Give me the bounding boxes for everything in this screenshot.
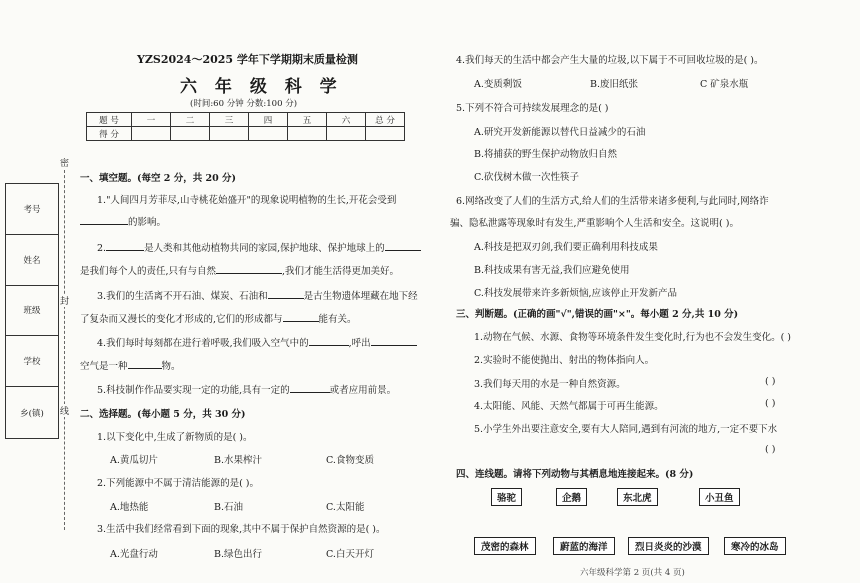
s2-q1-option-a[interactable]: A.黄瓜切片: [110, 455, 158, 466]
side-char-mi: 密: [60, 156, 69, 169]
info-label: 姓名: [23, 255, 41, 266]
exam-meta: (时间:60 分钟 分数:100 分): [190, 99, 298, 109]
s1-q4-line2: [80, 358, 181, 372]
r-q6-option-b[interactable]: B.科技成果有害无益,我们应避免使用: [474, 265, 630, 276]
s2-q2-option-b[interactable]: B.石油: [214, 502, 244, 513]
answer-blank[interactable]: [385, 241, 421, 251]
answer-blank[interactable]: [106, 241, 144, 251]
score-cell: 五: [288, 113, 327, 127]
info-cell-class[interactable]: [6, 286, 58, 337]
info-cell-name[interactable]: [6, 235, 58, 286]
text: 空气是一种: [80, 361, 128, 372]
seal-line: [64, 160, 65, 530]
r-q6-line1: 6.网络改变了人们的生活方式,给人们的生活带来诸多便利,与此同时,网络诈: [456, 196, 769, 207]
score-cell: 得 分: [87, 127, 132, 141]
text: 2.: [97, 243, 107, 254]
animal-penguin[interactable]: 企鹅: [556, 488, 587, 506]
animal-clownfish[interactable]: 小丑鱼: [699, 488, 740, 506]
info-cell-school[interactable]: [6, 336, 58, 387]
s1-q1-line1: 1."人间四月芳菲尽,山寺桃花始盛开"的现象说明植物的生长,开花会受到: [97, 195, 397, 206]
score-cell: 二: [171, 113, 210, 127]
judge-1: 1.动物在气候、水源、食物等环境条件发生变化时,行为也不会发生变化。( ): [474, 332, 792, 343]
s2-q2-option-c[interactable]: C.太阳能: [326, 502, 365, 513]
s1-q3-line2: [80, 311, 357, 325]
section4-heading: 四、连线题。请将下列动物与其栖息地连接起来。(8 分): [456, 469, 694, 480]
r-q4-option-b[interactable]: B.废旧纸张: [590, 79, 639, 90]
text: 3.我们的生活离不开石油、煤炭、石油和: [97, 291, 268, 302]
r-q5-option-a[interactable]: A.研究开发新能源以替代日益减少的石油: [474, 127, 646, 138]
section2-heading: 二、选择题。(每小题 5 分，共 30 分): [80, 409, 246, 420]
s1-q2-line2: [80, 263, 399, 277]
info-cell-township[interactable]: [6, 387, 58, 438]
r-q4-option-c[interactable]: C 矿泉水瓶: [700, 79, 749, 90]
judge-4: 4.太阳能、风能、天然气都属于可再生能源。: [474, 401, 664, 412]
score-cell: 总 分: [366, 113, 405, 127]
s1-q2-line1: [97, 240, 421, 254]
judge-5-parens[interactable]: ( ): [765, 444, 776, 455]
info-cell-exam-number[interactable]: [6, 184, 58, 235]
r-q4: 4.我们每天的生活中都会产生大量的垃圾,以下属于不可回收垃圾的是( )。: [456, 55, 764, 66]
score-cell: 一: [132, 113, 171, 127]
s2-q2: 2.下列能源中不属于清洁能源的是( )。: [97, 478, 259, 489]
score-row-values: [87, 127, 405, 141]
animal-tiger[interactable]: 东北虎: [617, 488, 658, 506]
animal-camel[interactable]: 骆驼: [491, 488, 522, 506]
text: ,我们才能生活得更加美好。: [282, 266, 400, 277]
judge-3-parens[interactable]: ( ): [765, 376, 776, 387]
answer-blank[interactable]: [371, 336, 417, 346]
text: 能有关。: [318, 314, 357, 325]
answer-blank[interactable]: [290, 383, 330, 393]
side-char-feng: 封: [60, 294, 69, 307]
s2-q2-option-a[interactable]: A.地热能: [110, 502, 149, 513]
text: 或者应用前景。: [329, 385, 397, 396]
text: 物。: [161, 361, 181, 372]
score-cell: 三: [210, 113, 249, 127]
judge-5: 5.小学生外出要注意安全,要有大人陪同,遇到有河流的地方,一定不要下水: [474, 424, 778, 435]
habitat-ocean[interactable]: 蔚蓝的海洋: [553, 537, 615, 555]
side-char-xian: 线: [60, 404, 69, 417]
r-q5-option-c[interactable]: C.砍伐树木做一次性筷子: [474, 172, 579, 183]
answer-blank[interactable]: [216, 264, 282, 274]
s2-q3: 3.生活中我们经常看到下面的现象,其中不属于保护自然资源的是( )。: [97, 524, 386, 535]
s2-q3-option-c[interactable]: C.白天开灯: [326, 549, 374, 560]
score-input-cell[interactable]: [327, 127, 366, 141]
score-input-cell[interactable]: [249, 127, 288, 141]
answer-blank[interactable]: [283, 312, 319, 322]
section3-heading: 三、判断题。(正确的画"√",错误的画"×"。每小题 2 分,共 10 分): [456, 309, 739, 320]
r-q6-line2: 骗、隐私泄露等现象时有发生,严重影响个人生活和安全。这说明( )。: [450, 218, 739, 229]
score-input-cell[interactable]: [288, 127, 327, 141]
score-input-cell[interactable]: [171, 127, 210, 141]
text: 的影响。: [128, 217, 167, 228]
score-input-cell[interactable]: [366, 127, 405, 141]
s2-q1-option-b[interactable]: B.水果榨汁: [214, 455, 263, 466]
text: 4.我们每时每刻都在进行着呼吸,我们吸入空气中的: [97, 338, 309, 349]
score-input-cell[interactable]: [132, 127, 171, 141]
text: 是人类和其他动植物共同的家园,保护地球、保护地球上的: [144, 243, 385, 254]
r-q4-option-a[interactable]: A.变质剩饭: [474, 79, 522, 90]
text: 是古生物遗体埋藏在地下经: [303, 291, 418, 302]
habitat-forest[interactable]: 茂密的森林: [474, 537, 536, 555]
info-label: 考号: [23, 204, 41, 215]
s2-q1-option-c[interactable]: C.食物变质: [326, 455, 374, 466]
student-info-box: [5, 183, 59, 439]
s1-q1-line2: [80, 214, 166, 228]
text: 了复杂而又漫长的变化才形成的,它们的形成都与: [80, 314, 283, 325]
text: ,呼出: [348, 338, 371, 349]
answer-blank[interactable]: [80, 215, 128, 225]
s1-q4-line1: [97, 335, 417, 349]
r-q5: 5.下列不符合可持续发展理念的是( ): [456, 103, 609, 114]
answer-blank[interactable]: [128, 359, 162, 369]
judge-4-parens[interactable]: ( ): [765, 398, 776, 409]
s1-q5-line1: [97, 382, 396, 396]
r-q5-option-b[interactable]: B.将捕获的野生保护动物放归自然: [474, 149, 618, 160]
score-cell: 六: [327, 113, 366, 127]
s2-q3-option-a[interactable]: A.光盘行动: [110, 549, 158, 560]
info-label: 学校: [23, 357, 41, 368]
habitat-iceland[interactable]: 寒冷的冰岛: [724, 537, 786, 555]
score-cell: 四: [249, 113, 288, 127]
text: 是我们每个人的责任,只有与自然: [80, 266, 217, 277]
subject-title: 六 年 级 科 学: [180, 77, 343, 97]
score-input-cell[interactable]: [210, 127, 249, 141]
s2-q1: 1.以下变化中,生成了新物质的是( )。: [97, 432, 253, 443]
info-label: 乡(镇): [20, 408, 44, 419]
answer-blank[interactable]: [268, 289, 304, 299]
score-row-header: [87, 113, 405, 127]
judge-2: 2.实验时不能使抛出、射出的物体指向人。: [474, 355, 655, 366]
text: 5.科技制作作品要实现一定的功能,具有一定的: [97, 385, 290, 396]
r-q6-option-a[interactable]: A.科技是把双刃剑,我们要正确利用科技成果: [474, 242, 658, 253]
section1-heading: 一、填空题。(每空 2 分，共 20 分): [80, 173, 237, 184]
score-table: [86, 112, 405, 141]
r-q6-option-c[interactable]: C.科技发展带来许多新烦恼,应该停止开发新产品: [474, 288, 677, 299]
answer-blank[interactable]: [309, 336, 349, 346]
s1-q3-line1: [97, 288, 418, 302]
page-footer: 六年级科学第 2 页(共 4 页): [580, 568, 685, 578]
habitat-desert[interactable]: 烈日炎炎的沙漠: [628, 537, 709, 555]
exam-title: YZS2024～2025 学年下学期期末质量检测: [137, 53, 358, 66]
judge-3: 3.我们每天用的水是一种自然资源。: [474, 379, 626, 390]
score-cell: 题 号: [87, 113, 132, 127]
s2-q3-option-b[interactable]: B.绿色出行: [214, 549, 263, 560]
info-label: 班级: [23, 306, 41, 317]
